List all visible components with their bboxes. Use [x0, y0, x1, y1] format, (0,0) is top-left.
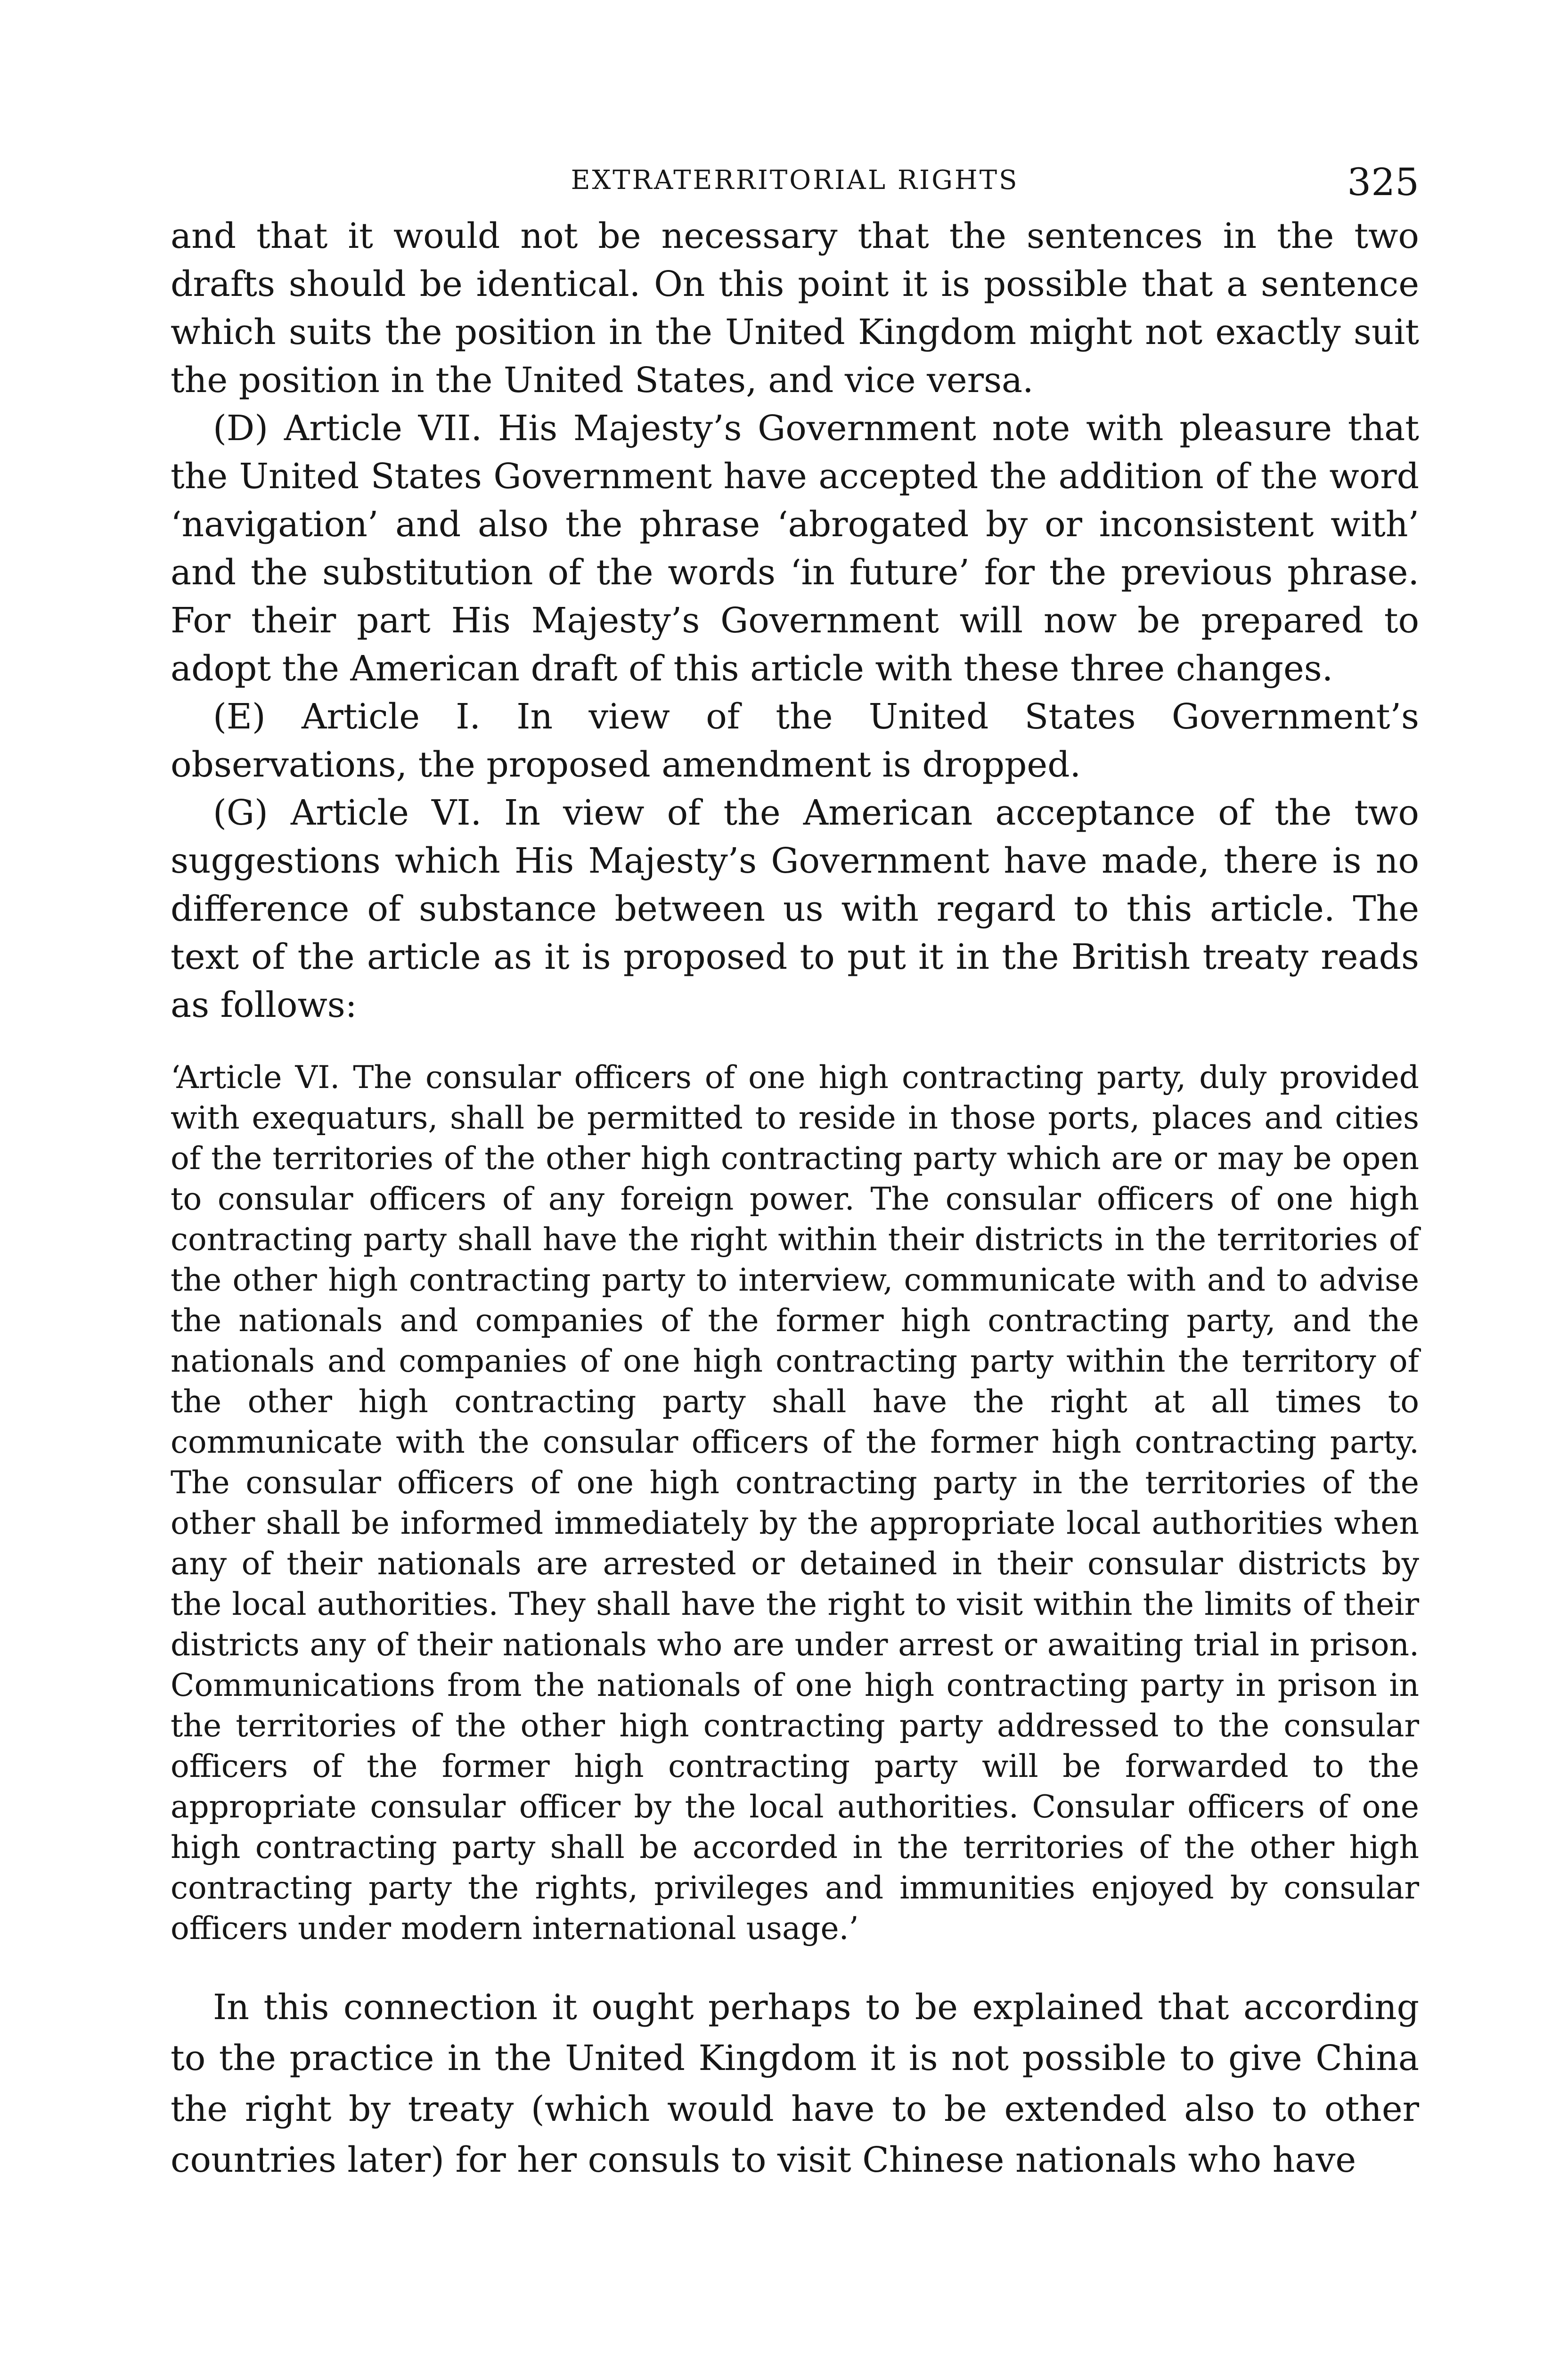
block-quote-article-vi	[171, 1057, 1419, 1949]
paragraph-article-vi: (G) Article VI. In view of the American acceptance of the two suggestions which His Majesty’s Government have made, there is no difference of substance between us with regard to this article. The text of the article as it is proposed to put it in the British treaty reads as follows:	[171, 793, 1419, 1025]
document-page	[171, 160, 1419, 2185]
body-text	[171, 212, 1419, 1029]
paragraph-continuation: and that it would not be necessary that the sentences in the two drafts should be identical. On this point it is possible that a sentence which suits the position in the United Kingdom might not exactly suit the position in the United States, and vice versa.	[171, 216, 1419, 401]
paragraph-article-i: (E) Article I. In view of the United States Government’s observations, the proposed amendment is dropped.	[171, 696, 1419, 785]
quote-text: ‘Article VI. The consular officers of one high contracting party, duly provided with exequaturs, shall be permitted to reside in those ports, places and cities of the territories of the other high contracting party which are or may be open to consular officers of any foreign power. The consular officers of one high contracting party shall have the right within their districts in the territories of the other high contracting party to interview, communicate with and to advise the nationals and companies of the former high contracting party, and the nationals and companies of one high contracting party within the territory of the other high contracting party shall have the right at all times to communicate with the consular officers of the former high contracting party. The consular officers of one high contracting party in the territories of the other shall be informed immediately by the appropriate local authorities when any of their nationals are arrested or detained in their consular districts by the local authorities. They shall have the right to visit within the limits of their districts any of their nationals who are under arrest or awaiting trial in prison. Communications from the nationals of one high contracting party in prison in the territories of the other high contracting party addressed to the consular officers of the former high contracting party will be forwarded to the appropriate consular officer by the local authorities. Consular officers of one high contracting party shall be accorded in the territories of the other high contracting party the rights, privileges and immunities enjoyed by consular officers under modern international usage.’	[171, 1059, 1419, 1947]
closing-section	[171, 1982, 1419, 2185]
running-title: EXTRATERRITORIAL RIGHTS	[571, 165, 1019, 196]
paragraph-article-vii: (D) Article VII. His Majesty’s Government note with pleasure that the United States Government have accepted the addition of the word ‘navigation’ and also the phrase ‘abrogated by or inconsistent with’ and the substitution of the words ‘in future’ for the previous phrase. For their part His Majesty’s Government will now be prepared to adopt the American draft of this article with these three changes.	[171, 408, 1419, 689]
page-number: 325	[1347, 160, 1419, 204]
paragraph-closing: In this connection it ought perhaps to be explained that according to the practice in the United Kingdom it is not possible to give China the right by treaty (which would have to be extended also to other countries later) for her consuls to visit Chinese nationals who have	[171, 1987, 1419, 2180]
running-head	[171, 160, 1419, 212]
